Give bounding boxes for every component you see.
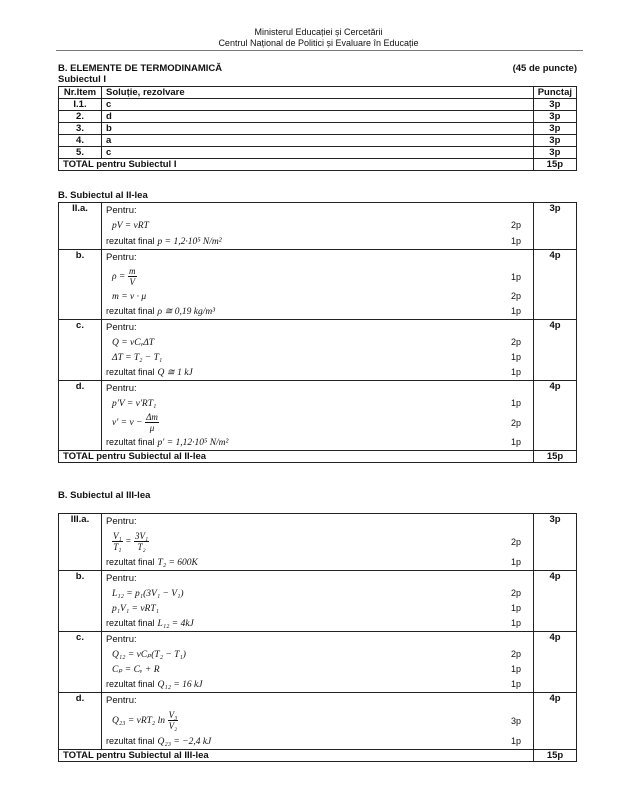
partial-points: 1p <box>510 352 521 362</box>
table-row <box>59 135 577 147</box>
subject-1-table <box>58 86 577 171</box>
item-number: 2. <box>59 111 102 123</box>
denominator: μ <box>149 422 155 433</box>
points: 4p <box>534 381 577 451</box>
result-label: rezultat final <box>106 367 155 377</box>
table-row <box>59 514 577 571</box>
item-number: 3. <box>59 123 102 135</box>
total-row <box>59 159 577 171</box>
formula: Cₚ = Cᵥ + R <box>112 665 160 675</box>
partial-points: 1p <box>510 306 521 316</box>
table-row <box>59 111 577 123</box>
formula-line <box>106 335 529 350</box>
total-label: TOTAL pentru Subiectul al III-lea <box>59 750 534 762</box>
solution-cell <box>102 381 534 451</box>
fraction <box>168 710 179 731</box>
pentru-label: Pentru: <box>106 695 137 706</box>
formula-line <box>106 289 529 304</box>
pentru-label: Pentru: <box>106 573 137 584</box>
answer: a <box>102 135 534 147</box>
formula: Q₂₃ = νRT₂ ln <box>112 716 165 726</box>
formula: Q₁₂ = νCₚ(T₂ − T₁) <box>112 650 186 660</box>
total-label: TOTAL pentru Subiectul I <box>59 159 534 171</box>
formula: ν′ = ν − <box>112 418 143 428</box>
points: 3p <box>533 111 576 123</box>
item-number: III.a. <box>59 514 102 571</box>
table-row <box>59 632 577 693</box>
item-number: 5. <box>59 147 102 159</box>
result-label: rezultat final <box>106 557 155 567</box>
fraction <box>134 531 149 552</box>
pentru-label: Pentru: <box>106 516 137 527</box>
formula: p′V = ν′RT₁ <box>112 399 157 409</box>
partial-points: 2p <box>510 649 521 659</box>
partial-points: 2p <box>510 291 521 301</box>
numerator: m <box>129 265 136 276</box>
formula: Q = νCᵥΔT <box>112 338 155 348</box>
points: 4p <box>534 693 577 750</box>
result-line <box>106 435 529 450</box>
points: 3p <box>534 514 577 571</box>
document-header <box>0 27 637 49</box>
formula: ρ = <box>112 272 126 282</box>
result-value: Q₁₂ = 16 kJ <box>157 680 203 690</box>
partial-points: 1p <box>510 437 521 447</box>
item-number: c. <box>59 632 102 693</box>
answer: c <box>102 147 534 159</box>
formula: L₁₂ = p₁(3V₁ − V₁) <box>112 589 184 599</box>
subject-1-title: Subiectul I <box>58 74 107 85</box>
result-line <box>106 677 529 692</box>
total-row <box>59 451 577 463</box>
partial-points: 1p <box>510 679 521 689</box>
subject-3-title: B. Subiectul al III-lea <box>58 490 151 501</box>
partial-points: 3p <box>510 716 521 726</box>
partial-points: 1p <box>510 272 521 282</box>
answer: b <box>102 123 534 135</box>
partial-points: 2p <box>510 337 521 347</box>
solution-cell <box>102 693 534 750</box>
total-points: 15p <box>534 750 577 762</box>
numerator: V₃ <box>168 709 178 720</box>
points: 3p <box>533 123 576 135</box>
col-header-item: Nr.Item <box>59 87 102 99</box>
partial-points: 1p <box>510 618 521 628</box>
solution-cell <box>102 632 534 693</box>
item-number: b. <box>59 250 102 320</box>
formula-line <box>106 586 529 601</box>
table-row <box>59 203 577 250</box>
answer: c <box>102 99 534 111</box>
result-label: rezultat final <box>106 679 155 689</box>
result-value: Q ≅ 1 kJ <box>157 368 193 378</box>
solution-cell <box>102 320 534 381</box>
formula: pV = νRT <box>112 221 149 231</box>
result-label: rezultat final <box>106 736 155 746</box>
col-header-points: Punctaj <box>533 87 576 99</box>
result-line <box>106 304 529 319</box>
formula-line <box>106 529 529 555</box>
denominator: V₂ <box>168 720 178 731</box>
ministry-name: Ministerul Educației și Cercetării <box>254 27 383 37</box>
section-title: B. ELEMENTE DE TERMODINAMICĂ <box>58 63 223 74</box>
result-line <box>106 734 529 749</box>
numerator: Δm <box>146 411 158 422</box>
partial-points: 1p <box>510 398 521 408</box>
result-line <box>106 616 529 631</box>
center-name: Centrul Național de Politici și Evaluare în Educație <box>218 38 419 48</box>
points: 4p <box>534 632 577 693</box>
denominator: T₂ <box>137 541 146 552</box>
points: 3p <box>533 99 576 111</box>
partial-points: 1p <box>510 736 521 746</box>
result-line <box>106 234 529 249</box>
answer: d <box>102 111 534 123</box>
section-points: (45 de puncte) <box>512 63 577 74</box>
fraction <box>112 531 123 552</box>
formula-line <box>106 662 529 677</box>
result-label: rezultat final <box>106 437 155 447</box>
formula: p₁V₁ = νRT₁ <box>112 604 159 614</box>
total-label: TOTAL pentru Subiectul al II-lea <box>59 451 534 463</box>
table-row <box>59 571 577 632</box>
table-row <box>59 123 577 135</box>
partial-points: 1p <box>510 603 521 613</box>
solution-cell <box>102 514 534 571</box>
partial-points: 1p <box>510 664 521 674</box>
equals-sign: = <box>125 536 132 547</box>
points: 3p <box>533 135 576 147</box>
pentru-label: Pentru: <box>106 205 137 216</box>
subject-2-title: B. Subiectul al II-lea <box>58 190 148 201</box>
result-value: ρ ≅ 0,19 kg/m³ <box>157 307 216 317</box>
item-number: c. <box>59 320 102 381</box>
formula-line <box>106 350 529 365</box>
subject-3-table <box>58 513 577 762</box>
partial-points: 2p <box>510 220 521 230</box>
result-value: p′ = 1,12·10⁵ N/m² <box>157 438 229 448</box>
result-label: rezultat final <box>106 306 155 316</box>
total-points: 15p <box>534 451 577 463</box>
denominator: T₁ <box>113 541 122 552</box>
numerator: 3V₁ <box>135 530 149 541</box>
points: 3p <box>534 203 577 250</box>
col-header-solution: Soluție, rezolvare <box>102 87 534 99</box>
result-label: rezultat final <box>106 236 155 246</box>
table-header-row <box>59 87 577 99</box>
solution-cell <box>102 250 534 320</box>
partial-points: 1p <box>510 236 521 246</box>
table-row <box>59 147 577 159</box>
pentru-label: Pentru: <box>106 252 137 263</box>
item-number: d. <box>59 381 102 451</box>
formula-line <box>106 601 529 616</box>
total-row <box>59 750 577 762</box>
formula-line <box>106 647 529 662</box>
points: 4p <box>534 571 577 632</box>
pentru-label: Pentru: <box>106 322 137 333</box>
partial-points: 1p <box>510 557 521 567</box>
pentru-label: Pentru: <box>106 634 137 645</box>
formula-line <box>106 411 529 435</box>
solution-cell <box>102 203 534 250</box>
formula-line <box>106 708 529 734</box>
table-row <box>59 250 577 320</box>
partial-points: 2p <box>510 537 521 547</box>
points: 4p <box>534 320 577 381</box>
table-row <box>59 693 577 750</box>
fraction <box>145 412 159 433</box>
numerator: V₁ <box>113 530 122 541</box>
partial-points: 2p <box>510 418 521 428</box>
formula: ΔT = T₂ − T₁ <box>112 353 163 363</box>
total-points: 15p <box>533 159 576 171</box>
result-line <box>106 555 529 570</box>
header-divider <box>56 50 583 51</box>
result-value: p = 1,2·10⁵ N/m² <box>157 237 222 247</box>
table-row <box>59 381 577 451</box>
solution-cell <box>102 571 534 632</box>
points: 3p <box>533 147 576 159</box>
points: 4p <box>534 250 577 320</box>
item-number: b. <box>59 571 102 632</box>
formula-line <box>106 218 529 234</box>
item-number: I.1. <box>59 99 102 111</box>
denominator: V <box>129 276 135 287</box>
item-number: 4. <box>59 135 102 147</box>
table-row <box>59 99 577 111</box>
result-value: L₁₂ = 4kJ <box>157 619 194 629</box>
partial-points: 1p <box>510 367 521 377</box>
partial-points: 2p <box>510 588 521 598</box>
result-value: T₂ = 600K <box>157 558 198 568</box>
fraction <box>128 266 137 287</box>
formula-line <box>106 265 529 289</box>
result-label: rezultat final <box>106 618 155 628</box>
subject-2-table <box>58 202 577 463</box>
pentru-label: Pentru: <box>106 383 137 394</box>
item-number: II.a. <box>59 203 102 250</box>
formula-line <box>106 396 529 411</box>
result-line <box>106 365 529 380</box>
table-row <box>59 320 577 381</box>
result-value: Q₂₃ = −2,4 kJ <box>157 737 212 747</box>
item-number: d. <box>59 693 102 750</box>
formula: m = ν · μ <box>112 292 147 302</box>
